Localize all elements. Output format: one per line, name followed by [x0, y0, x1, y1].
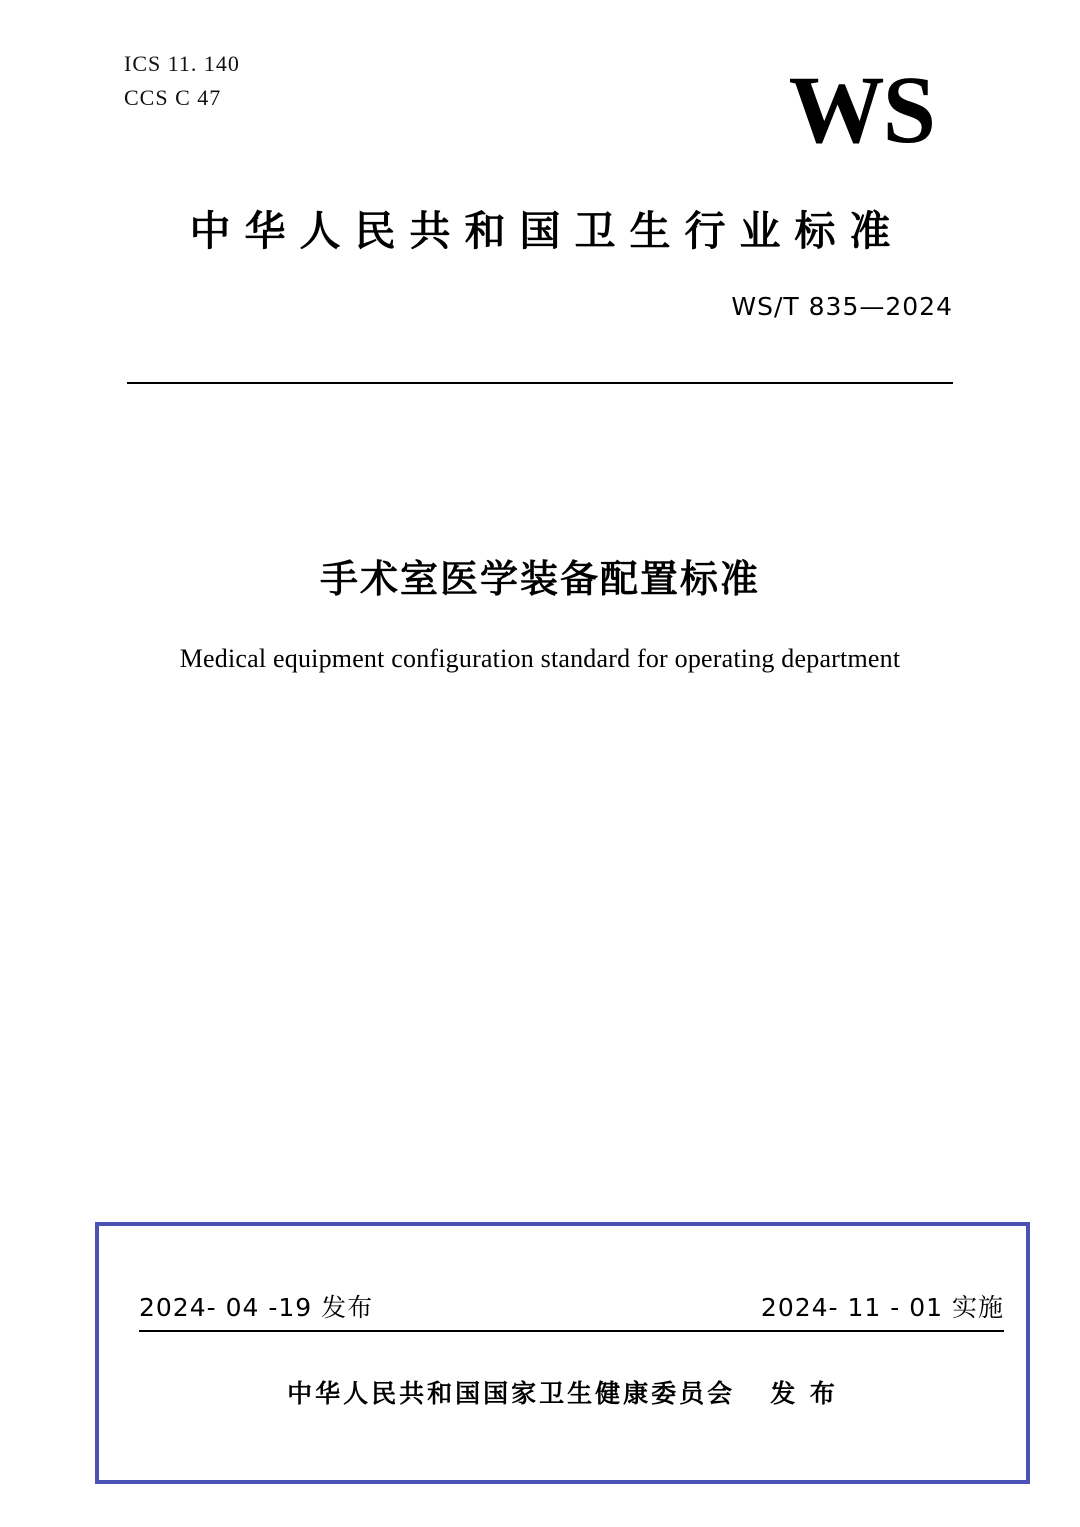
horizontal-divider	[127, 382, 953, 384]
document-title-cn: 手术室医学装备配置标准	[319, 557, 760, 601]
publisher-name: 中华人民共和国国家卫生健康委员会 发 布	[287, 1379, 838, 1408]
dates-row	[139, 1288, 1004, 1332]
ccs-code: CCS C 47	[124, 85, 222, 110]
ics-code: ICS 11. 140	[124, 51, 240, 76]
classification-codes	[124, 47, 240, 115]
standard-number: WS/T 835—2024	[731, 292, 953, 321]
page-title: 中华人民共和国卫生行业标准	[189, 207, 905, 255]
issue-date: 2024- 04 -19 发布	[139, 1293, 374, 1322]
footer-frame	[95, 1222, 1030, 1484]
ws-logo: WS	[788, 56, 934, 163]
implementation-date: 2024- 11 - 01 实施	[760, 1293, 1004, 1322]
document-title-en: Medical equipment configuration standard for operating department	[179, 644, 901, 673]
